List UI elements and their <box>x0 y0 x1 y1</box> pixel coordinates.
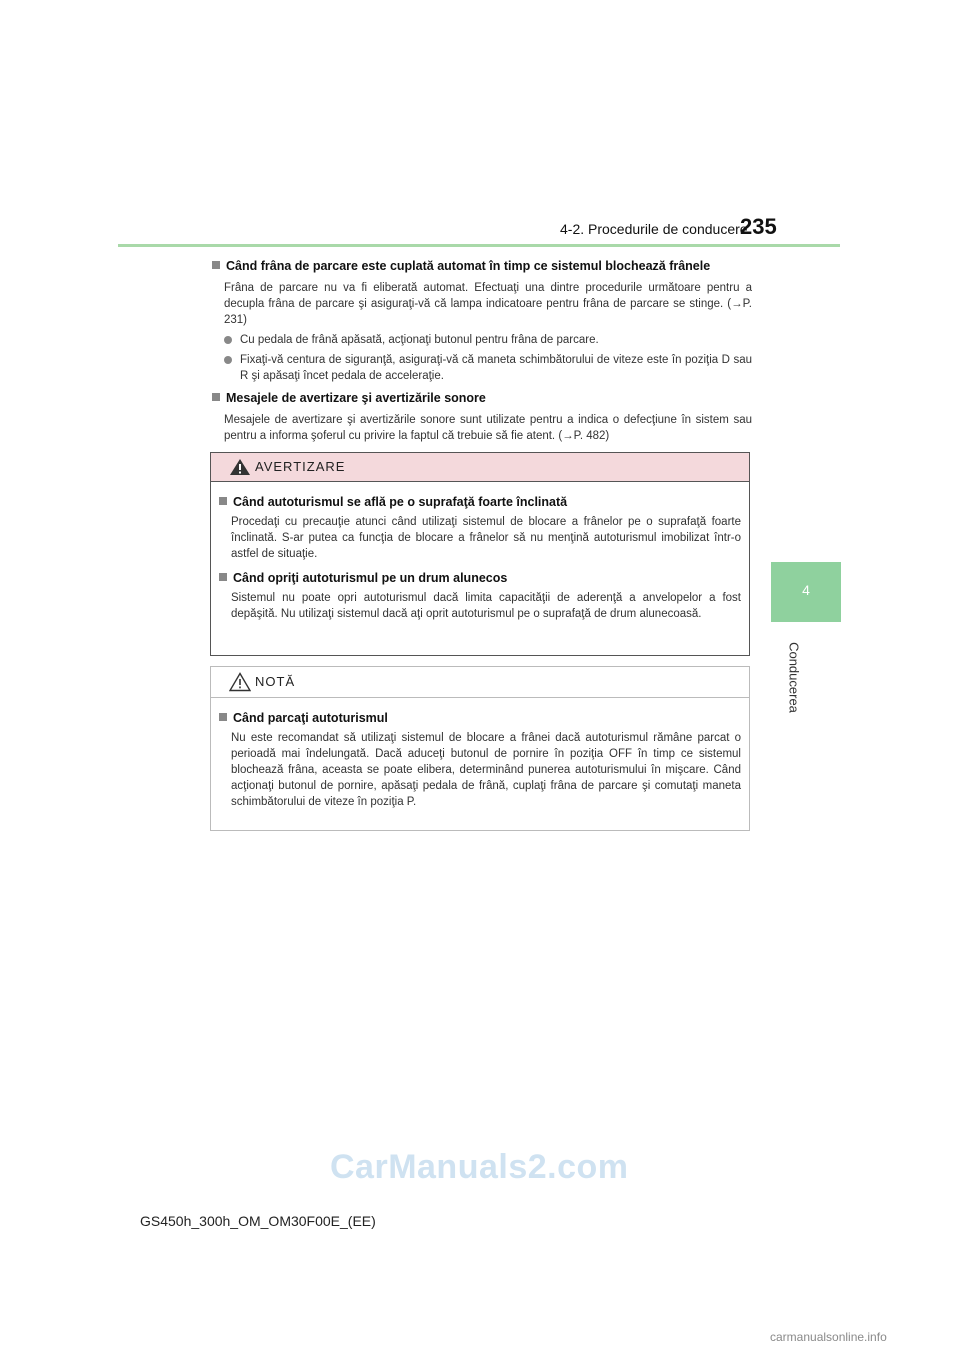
section-text: Frâna de parcare nu va fi eliberată automat. Efectuaţi una dintre procedurile următoare pentru a decupla frâna de parcare şi asiguraţi-vă că lampa indicatoare pentru frâna de parcare se stinge. (→P. 231) <box>224 282 752 326</box>
warning-item-title: Când opriţi autoturismul pe un drum alunecos <box>219 570 741 586</box>
warning-box-body <box>211 482 749 640</box>
warning-label: AVERTIZARE <box>255 459 346 474</box>
header-rule <box>118 244 840 247</box>
section-warnings <box>212 390 752 444</box>
warning-item-text: Procedaţi cu precauţie atunci când utilizaţi sistemul de blocare a frânelor pe o suprafaţă foarte înclinată. S-ar putea ca funcţia de blocare a frânelor să nu menţină autoturismul imobilizat într-o astfel de situaţie. <box>231 516 741 560</box>
section-parking-brake <box>212 258 752 384</box>
square-bullet-icon <box>219 573 227 581</box>
note-label: NOTĂ <box>255 674 296 689</box>
section-title: Când frâna de parcare este cuplată automat în timp ce sistemul blochează frânele <box>212 258 752 274</box>
square-bullet-icon <box>212 261 220 269</box>
warning-triangle-icon <box>229 458 251 476</box>
header-section-title: 4-2. Procedurile de conducere <box>560 221 748 237</box>
round-bullet-icon <box>224 356 232 364</box>
page-number: 235 <box>740 214 777 239</box>
warning-box <box>210 452 750 656</box>
chapter-tab <box>771 562 841 622</box>
chapter-tab-label-text: Conducerea <box>786 642 802 713</box>
note-item-text: Nu este recomandat să utilizaţi sistemul de blocare a frânei dacă autoturismul rămâne parcat o perioadă mai îndelungată. Dacă aduceţi butonul de pornire în poziţia OFF în timp ce sistemul blochează frâna, aceasta se poate elibera, determinând punerea autoturismului în mişcare. Când acţionaţi butonul de pornire, apăsaţi pedala de frână, cuplaţi frâna de parcare şi comutaţi maneta schimbătorului de viteze în poziţia P. <box>231 732 741 808</box>
square-bullet-icon <box>219 497 227 505</box>
note-item-title: Când parcaţi autoturismul <box>219 710 741 726</box>
footer-model-code: GS450h_300h_OM_OM30F00E_(EE) <box>140 1213 376 1229</box>
chapter-tab-label <box>784 630 804 720</box>
square-bullet-icon <box>219 713 227 721</box>
note-box-body <box>211 698 749 828</box>
watermark-carmanualsonline: carmanualsonline.info <box>770 1330 887 1344</box>
warning-item-text: Sistemul nu poate opri autoturismul dacă limita capacităţii de aderenţă a anvelopelor a fost depăşită. Nu utilizaţi sistemul dacă aţi oprit autoturismul pe o suprafaţă de drum alunecoasă. <box>231 592 741 620</box>
section-title: Mesajele de avertizare şi avertizările sonore <box>212 390 752 406</box>
main-content <box>212 258 752 448</box>
note-box <box>210 666 750 831</box>
warning-box-header <box>211 453 749 482</box>
list-item: Fixaţi-vă centura de siguranţă, asiguraţi-vă că maneta schimbătorului de viteze este în poziţia D sau R şi apăsaţi încet pedala de acceleraţie. <box>240 352 752 384</box>
round-bullet-icon <box>224 336 232 344</box>
chapter-tab-number: 4 <box>802 582 810 598</box>
watermark-carmanuals2: CarManuals2.com <box>330 1148 629 1186</box>
square-bullet-icon <box>212 393 220 401</box>
warning-item-title: Când autoturismul se află pe o suprafaţă foarte înclinată <box>219 494 741 510</box>
section-text: Mesajele de avertizare şi avertizările sonore sunt utilizate pentru a indica o defecţiune în sistem sau pentru a informa şoferul cu privire la faptul că trebuie să fie atent. (→P. 482) <box>224 414 752 442</box>
caution-triangle-icon <box>229 672 251 692</box>
list-item: Cu pedala de frână apăsată, acţionaţi butonul pentru frâna de parcare. <box>240 332 752 348</box>
note-box-header <box>211 667 749 698</box>
